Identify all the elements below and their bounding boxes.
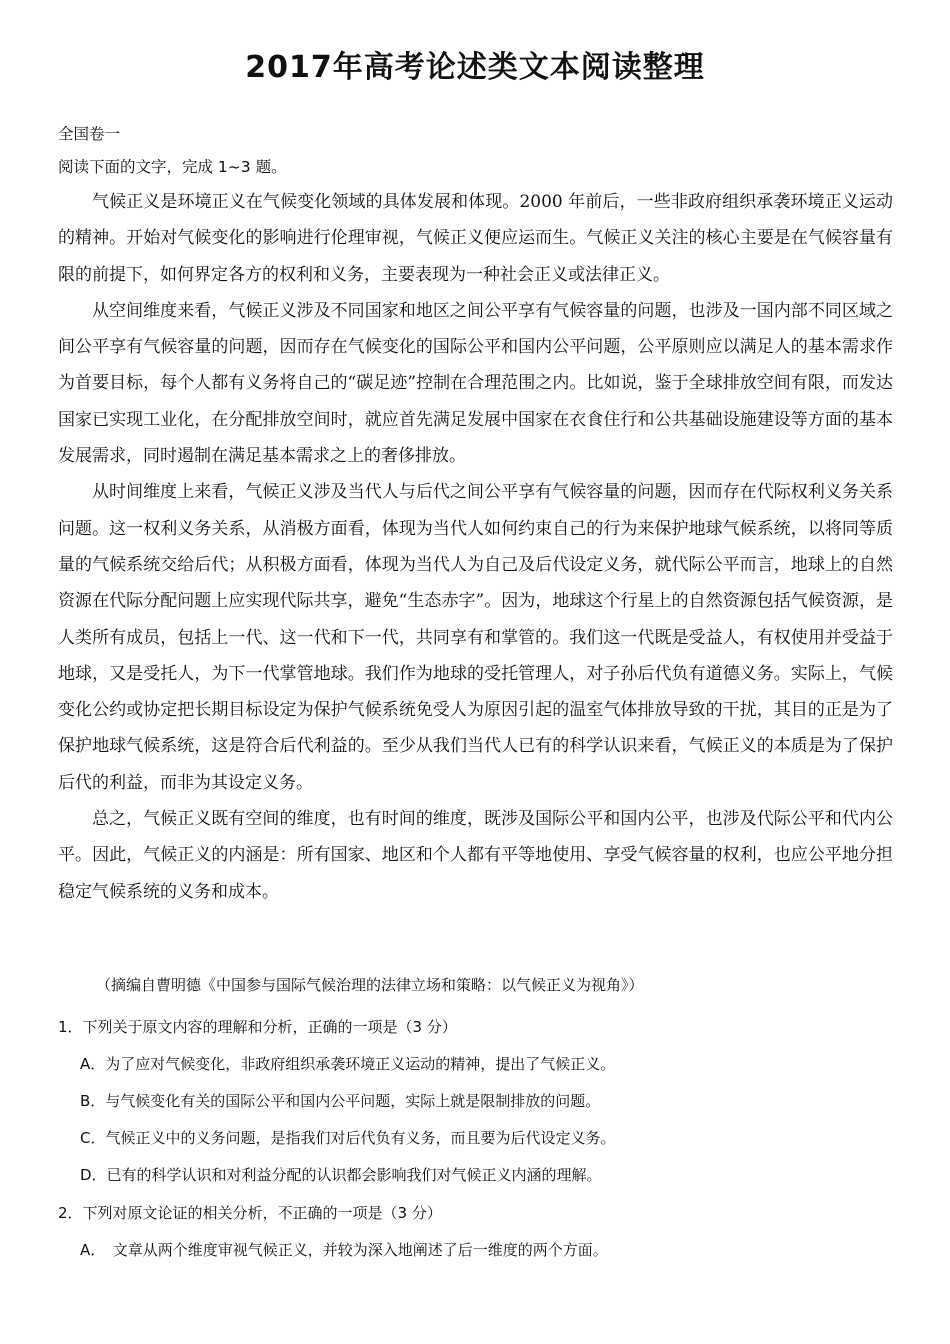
- question-1-option-c: C．气候正义中的义务问题，是指我们对后代负有义务，而且要为后代设定义务。: [80, 1129, 616, 1147]
- question-1-option-d: D．已有的科学认识和对利益分配的认识都会影响我们对气候正义内涵的理解。: [80, 1166, 602, 1184]
- question-2-option-a: A． 文章从两个维度审视气候正义，并较为深入地阐述了后一维度的两个方面。: [80, 1241, 608, 1259]
- paragraph: 从时间维度上来看，气候正义涉及当代人与后代之间公平享有气候容量的问题，因而存在代际权利义务关系问题。这一权利义务关系，从消极方面看，体现为当代人如何约束自己的行为来保护地球气候系统，以将同等质量的气候系统交给后代；从积极方面看，体现为当代人为自己及后代设定义务，就代际公平而言，地球上的自然资源在代际分配问题上应实现代际共享，避免“生态赤字”。因为，地球这个行星上的自然资源包括气候资源，是人类所有成员，包括上一代、这一代和下一代，共同享有和掌管的。我们这一代既是受益人，有权使用并受益于地球，又是受托人，为下一代掌管地球。我们作为地球的受托管理人，对子孙后代负有道德义务。实际上，气候变化公约或协定把长期目标设定为保护气候系统免受人为原因引起的温室气体排放导致的干扰，其目的正是为了保护地球气候系统，这是符合后代利益的。至少从我们当代人已有的科学认识来看，气候正义的本质是为了保护后代的利益，而非为其设定义务。: [58, 482, 893, 793]
- question-1-stem: 1．下列关于原文内容的理解和分析，正确的一项是（3 分）: [58, 1018, 457, 1036]
- paragraph: 气候正义是环境正义在气候变化领域的具体发展和体现。2000 年前后，一些非政府组织承袭环境正义运动的精神。开始对气候变化的影响进行伦理审视，气候正义便应运而生。气候正义关注的核心主要是在气候容量有限的前提下，如何界定各方的权利和义务，主要表现为一种社会正义或法律正义。: [58, 192, 893, 285]
- reading-instruction: 阅读下面的文字，完成 1~3 题。: [58, 158, 287, 176]
- document-title: 2017年高考论述类文本阅读整理: [245, 50, 705, 85]
- question-2-stem: 2．下列对原文论证的相关分析，不正确的一项是（3 分）: [58, 1204, 442, 1222]
- article-body: [58, 184, 893, 910]
- paragraph: 总之，气候正义既有空间的维度，也有时间的维度，既涉及国际公平和国内公平，也涉及代际公平和代内公平。因此，气候正义的内涵是：所有国家、地区和个人都有平等地使用、享受气候容量的权利，也应公平地分担稳定气候系统的义务和成本。: [58, 809, 893, 902]
- question-1-option-b: B．与气候变化有关的国际公平和国内公平问题，实际上就是限制排放的问题。: [80, 1092, 601, 1110]
- section-label: 全国卷一: [58, 125, 121, 143]
- source-citation: （摘编自曹明德《中国参与国际气候治理的法律立场和策略：以气候正义为视角》）: [96, 976, 644, 994]
- paragraph: 从空间维度来看，气候正义涉及不同国家和地区之间公平享有气候容量的问题，也涉及一国内部不同区域之间公平享有气候容量的问题，因而存在气候变化的国际公平和国内公平问题，公平原则应以满足人的基本需求作为首要目标，每个人都有义务将自己的“碳足迹”控制在合理范围之内。比如说，鉴于全球排放空间有限，而发达国家已实现工业化，在分配排放空间时，就应首先满足发展中国家在衣食住行和公共基础设施建设等方面的基本发展需求，同时遏制在满足基本需求之上的奢侈排放。: [58, 300, 893, 467]
- question-1-option-a: A．为了应对气候变化，非政府组织承袭环境正义运动的精神，提出了气候正义。: [80, 1055, 616, 1073]
